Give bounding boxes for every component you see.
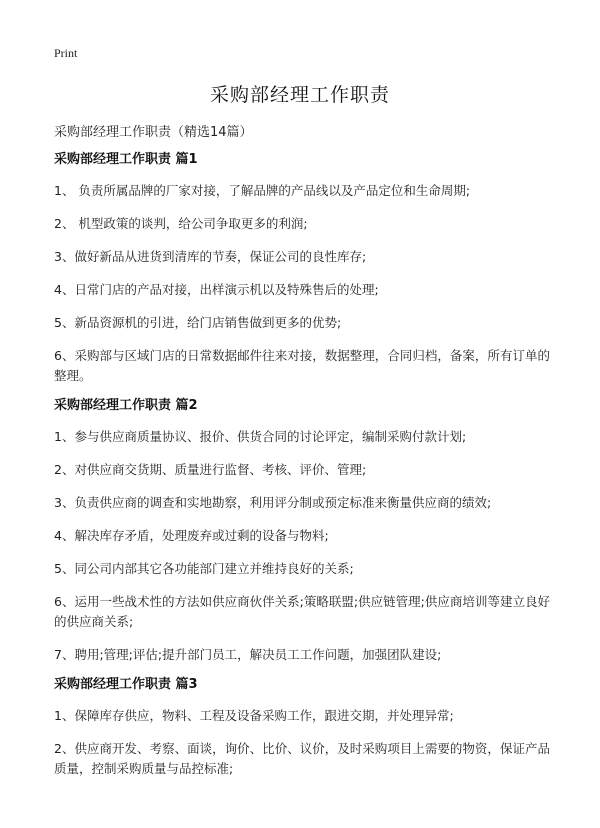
page-title: 采购部经理工作职责 (209, 84, 390, 106)
section-3 (54, 674, 550, 779)
list-item: 3、负责供应商的调查和实地勘察，利用评分制或预定标准来衡量供应商的绩效; (54, 495, 492, 510)
list-item: 6、采购部与区域门店的日常数据邮件往来对接，数据整理，合同归档，备案，所有订单的整理。 (54, 348, 550, 383)
list-item: 5、新品资源机的引进，给门店销售做到更多的优势; (54, 315, 342, 330)
list-item: 1、 负责所属品牌的厂家对接，了解品牌的产品线以及产品定位和生命周期; (54, 183, 471, 198)
section-heading: 采购部经理工作职责 篇1 (54, 152, 198, 167)
list-item: 4、日常门店的产品对接，出样演示机以及特殊售后的处理; (54, 282, 379, 297)
list-item: 2、供应商开发、考察、面谈，询价、比价、议价，及时采购项目上需要的物资，保证产品质量，控制采购质量与品控标准; (54, 741, 550, 776)
section-2 (54, 395, 550, 665)
section-1 (54, 149, 550, 386)
list-item: 2、 机型政策的谈判，给公司争取更多的利润; (54, 216, 308, 231)
section-heading: 采购部经理工作职责 篇2 (54, 398, 198, 413)
list-item: 1、参与供应商质量协议、报价、供货合同的讨论评定，编制采购付款计划; (54, 429, 467, 444)
list-item: 1、保障库存供应，物料、工程及设备采购工作，跟进交期，并处理异常; (54, 708, 454, 723)
list-item: 6、运用一些战术性的方法如供应商伙伴关系;策略联盟;供应链管理;供应商培训等建立良好的供应商关系; (54, 594, 550, 629)
list-item: 2、对供应商交货期、质量进行监督、考核、评价、管理; (54, 462, 367, 477)
document-body (54, 149, 550, 792)
document-subtitle: 采购部经理工作职责（精选14篇） (54, 125, 253, 140)
list-item: 7、聘用;管理;评估;提升部门员工，解决员工工作问题，加强团队建设; (54, 647, 442, 662)
list-item: 5、同公司内部其它各功能部门建立并维持良好的关系; (54, 561, 354, 576)
list-item: 4、解决库存矛盾，处理废弃或过剩的设备与物料; (54, 528, 329, 543)
print-label: Print (54, 46, 78, 60)
list-item: 3、做好新品从进货到清库的节奏，保证公司的良性库存; (54, 249, 367, 264)
section-heading: 采购部经理工作职责 篇3 (54, 677, 198, 692)
